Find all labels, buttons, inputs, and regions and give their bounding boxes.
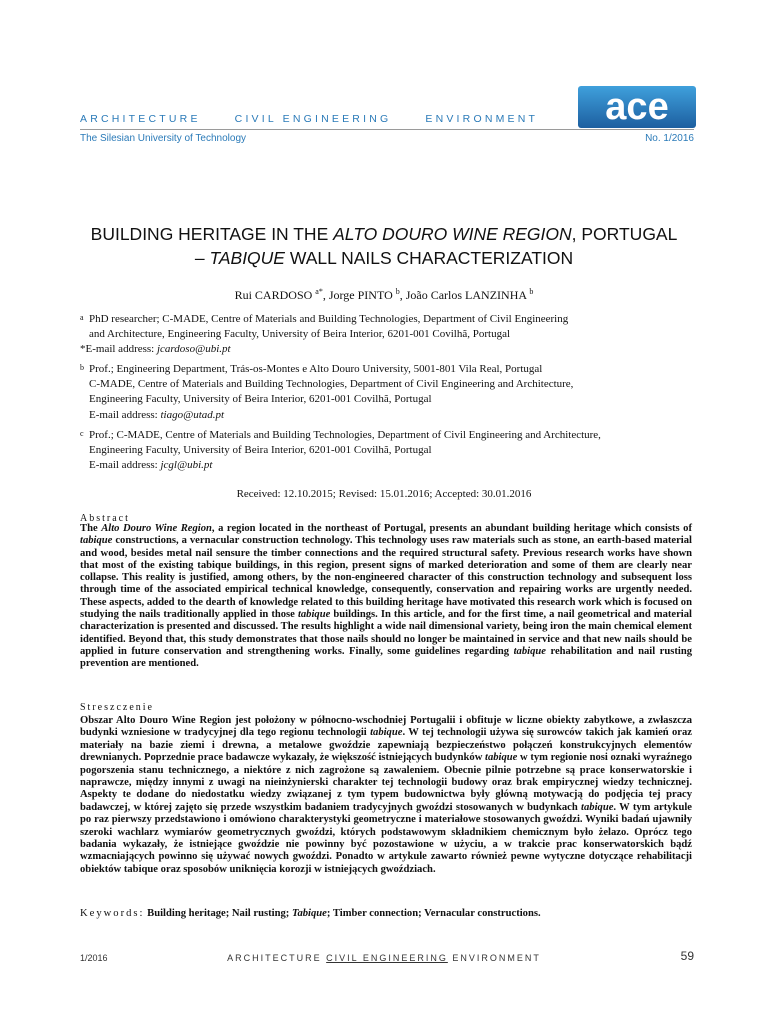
email-line	[89, 458, 700, 473]
affiliation-b	[80, 362, 700, 423]
title-italic-region: ALTO DOURO WINE REGION	[333, 224, 572, 244]
affiliation-line: C-MADE, Centre of Materials and Building Technologies, Department of Civil Engineering and Architecture,	[89, 378, 574, 391]
keywords-label: Keywords:	[80, 908, 145, 919]
affiliation-line: Prof.; C-MADE, Centre of Materials and Building Technologies, Department of Civil Engineering and Architecture,	[89, 429, 601, 441]
streszczenie-italic: tabique	[485, 752, 518, 764]
abstract-run: rehabilitation and nail rusting prevention are mentioned.	[80, 645, 693, 670]
footer-journal-mid: CIVIL ENGINEERING	[326, 953, 448, 963]
abstract-heading: Abstract	[80, 513, 130, 524]
title-italic-tabique: TABIQUE	[209, 248, 285, 268]
footer-issue: 1/2016	[80, 953, 108, 963]
logo-text: ace	[605, 86, 669, 128]
streszczenie-text	[80, 715, 692, 876]
journal-logo	[578, 86, 696, 128]
email-address[interactable]: jcardoso@ubi.pt	[156, 343, 231, 356]
university-name: The Silesian University of Technology	[80, 133, 247, 144]
affiliation-a	[80, 312, 700, 358]
abstract-italic: tabique	[297, 609, 331, 621]
footer-journal-left: ARCHITECTURE	[227, 953, 327, 963]
abstract-italic: tabique	[513, 645, 546, 657]
keywords	[80, 908, 541, 919]
affiliation-mark: c	[80, 429, 84, 438]
title-text-rest: WALL NAILS CHARACTERIZATION	[284, 248, 574, 268]
keywords-italic: Tabique	[291, 908, 327, 919]
author-pinto-affil: b	[395, 287, 400, 296]
streszczenie-italic: tabique	[370, 727, 403, 739]
affiliation-line: PhD researcher; C-MADE, Centre of Materials and Building Technologies, Department of Civil Engineering	[89, 313, 569, 325]
streszczenie-run: . W tym artykule po raz pierwszy przedstawiono i omówiono charakterystyki geometryczne i materiałowe stosowanych gwoździ. Wyniki badań ujawniły szeroki wachlarz wymiarów geometrycznych gwoździ, których podstawowym składnikiem chemicznym było żelazo. Oprócz tego badania wykazały, że istniejące gwoździe nie powinny być pozostawione w użyciu, a w trakcie prac konserwatorskich bądź wzmacniających powinno się używać nowych gwoździ. Ponadto w artykule zawarto również pewne wytyczne dotyczące rehabilitacji obiektów tabique oraz sposobów uniknięcia korozji w istniejących gwoździach.	[80, 801, 692, 875]
affiliation-mark: a	[80, 313, 84, 322]
author-lanzinha: , João Carlos LANZINHA	[399, 288, 530, 302]
streszczenie-run: . W tej technologii używa się surowców takich jak kamień oraz materiały na bazie ziemi i drewna, a metalowe gwoździe zapewniają bezpieczeństwo połączeń konstrukcyjnych elementów drewnianych. Poprzednie prace badawcze wykazały, że większość istniejących budynków	[80, 727, 692, 764]
email-line	[80, 342, 700, 357]
abstract-run: The	[80, 523, 102, 534]
abstract-run: constructions, a vernacular construction technology. This technology uses raw materials such as stone, an earth-based material and wood, besides metal nail sensure the timber connections and the required structural safety. Previous research works have shown that most of the existing tabique buildings, in this region, present signs of marked deterioration and some of them are clearly near collapse. This reality is justified, among others, by the non-engineered character of this construction technology and subsequent loss through time of the associated empirical technical knowledge, consequently, conservation and repairing works are urgently needed. These aspects, added to the dearth of knowledge related to this building heritage have motivated this research work which is focused on studying the nails traditionally applied in those	[80, 535, 692, 621]
abstract-run: buildings. In this article, and for the first time, a nail geometrical and material characterization is presented and discussed. The results highlight a wide nail dimensional variety, being iron the main chemical element identified. Beyond that, this study demonstrates that those nails should no longer be maintained in service and that new nails should be applied in future conservation and strengthening works. Finally, some guidelines regarding	[80, 609, 692, 657]
keywords-text: ; Timber connection; Vernacular constructions.	[326, 908, 541, 919]
abstract-italic: Alto Douro Wine Region	[101, 523, 212, 534]
title-text: BUILDING HERITAGE IN THE	[90, 224, 334, 244]
header-rule	[80, 129, 694, 130]
affiliation-mark: b	[80, 363, 84, 372]
journal-name	[80, 113, 538, 125]
journal-word-civil-engineering: CIVIL ENGINEERING	[234, 113, 392, 125]
email-label: E-mail address:	[89, 408, 161, 421]
title-text-country: , PORTUGAL	[571, 224, 678, 244]
affiliation-c	[80, 428, 700, 474]
title-dash: –	[194, 248, 210, 268]
affiliation-line: Engineering Faculty, University of Beira Interior, 6201-001 Covilhã, Portugal	[89, 393, 432, 406]
keywords-text: Building heritage; Nail rusting;	[147, 908, 292, 919]
affiliation-line: Engineering Faculty, University of Beira Interior, 6201-001 Covilhã, Portugal	[89, 444, 432, 457]
issue-number: No. 1/2016	[645, 133, 694, 144]
abstract-run: , a region located in the northeast of Portugal, presents an abundant building heritage which consists of	[211, 523, 692, 534]
author-pinto: , Jorge PINTO	[322, 288, 396, 302]
footer-journal-right: ENVIRONMENT	[447, 953, 541, 963]
abstract-text	[80, 523, 692, 671]
author-cardoso: Rui CARDOSO	[234, 288, 316, 302]
journal-word-architecture: ARCHITECTURE	[80, 113, 201, 125]
author-cardoso-affil: a*	[315, 287, 323, 296]
footer-journal	[0, 953, 768, 963]
streszczenie-heading: Streszczenie	[80, 702, 154, 713]
page-number: 59	[680, 949, 694, 963]
email-line	[89, 408, 700, 423]
abstract-italic: tabique	[80, 535, 113, 547]
email-address[interactable]: tiago@utad.pt	[160, 408, 225, 421]
author-lanzinha-affil: b	[529, 287, 534, 296]
streszczenie-italic: tabique	[581, 801, 614, 813]
email-label: E-mail address:	[89, 459, 161, 472]
email-label: *E-mail address:	[80, 343, 157, 356]
affiliation-line: and Architecture, Engineering Faculty, University of Beira Interior, 6201-001 Covilhã, Portugal	[89, 328, 511, 341]
email-address[interactable]: jcgl@ubi.pt	[160, 459, 213, 472]
journal-word-environment: ENVIRONMENT	[425, 113, 539, 125]
author-list	[0, 288, 768, 303]
streszczenie-run: Obszar Alto Douro Wine Region jest położony w północno-wschodniej Portugalii i obfituje w liczne obiekty zabytkowe, a zwłaszcza budynki wzniesione w tradycyjnej dla tego regionu technologii	[80, 715, 692, 739]
streszczenie-run: w tym regionie nosi oznaki wyraźnego pogorszenia stanu technicznego, a niektóre z nich zagrożone są zawaleniem. Obecnie pilnie potrzebne są prace konserwatorskie i naprawcze, między innymi z uwagi na nieinżynierski charakter tej technologii budowy oraz brak empirycznej wiedzy technicznej. Aspekty te dodane do niedostatku wiedzy związanej z tym typem budownictwa były główną motywacją do podjęcia tej pracy badawczej, w której zajęto się przede wszystkim badaniem tradycyjnych gwoździ stosowanych w budynkach	[80, 752, 692, 813]
affiliation-line: Prof.; Engineering Department, Trás-os-Montes e Alto Douro University, 5001-801 Vila Real, Portugal	[89, 363, 543, 375]
article-title	[60, 222, 708, 270]
received-dates: Received: 12.10.2015; Revised: 15.01.2016; Accepted: 30.01.2016	[236, 488, 532, 500]
